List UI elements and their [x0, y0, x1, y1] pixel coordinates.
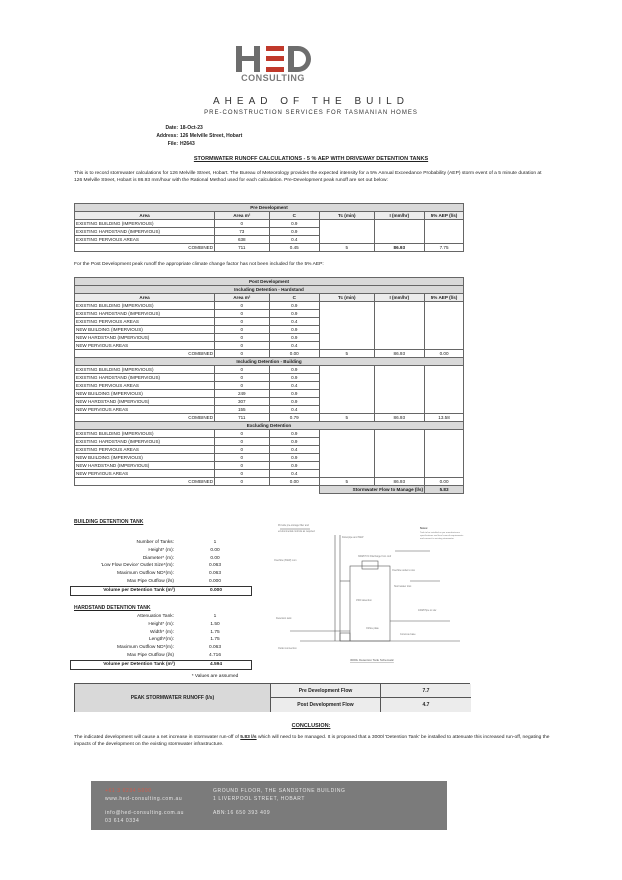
hardstand-tank-values	[70, 613, 252, 670]
column-header: C	[269, 294, 320, 302]
combined-row: COMBINED 0 0.00 5 86.93 0.00	[75, 478, 464, 486]
tank-row: Attenuation Tank: 1	[137, 614, 217, 619]
section-title: Excluding Detention	[75, 422, 464, 430]
meta-date: Date: 18-Oct-23	[165, 125, 203, 131]
column-header: 5% AEP (l/s)	[425, 294, 464, 302]
table-row: EXISTING PERVIOUS AREAS 0 0.4	[75, 318, 464, 326]
conclusion-text: The indicated development will cause a net increase in stormwater run-off of 5.83 l/s which will need to be managed. It is proposed that a 3000l 'Detention Tank' be installed to attenuate this increased run-off, negating the impacts of the development on the existing stormwater infrastructure.	[74, 735, 550, 747]
svg-text:1500 detention: 1500 detention	[356, 599, 372, 602]
tank-row: Maximum Outflow ND*(m): 0.063	[116, 571, 221, 577]
building-tank-title: BUILDING DETENTION TANK	[74, 519, 144, 525]
post-note: For the Post Development peak runoff the appropriate climate change factor has not been included for the 5% AEP:	[74, 262, 324, 267]
conclusion-title: CONCLUSION:	[291, 723, 331, 729]
post-development-table	[74, 277, 464, 494]
tank-row: Length*(m): 1.75	[148, 637, 220, 643]
table-row: NEW HARDSTAND (IMPERVIOUS) 307 0.9	[75, 398, 464, 406]
footer-fax: 03 614 0334	[105, 818, 140, 824]
svg-text:300Ø PVC Discharge from roof: 300Ø PVC Discharge from roof	[358, 555, 392, 558]
hed-logo	[226, 44, 320, 90]
footer-web: www.hed-consulting.com.au	[105, 796, 183, 802]
diagram-notes-title: Notes:	[420, 527, 429, 530]
column-header: Area m²	[215, 212, 269, 220]
table-row: EXISTING BUILDING (IMPERVIOUS) 0 0.9	[75, 302, 464, 310]
svg-text:Overflow outlet to stw: Overflow outlet to stw	[392, 569, 415, 572]
column-header: Area	[75, 212, 215, 220]
column-header: I (mm/hr)	[374, 294, 425, 302]
column-header: Area m²	[215, 294, 269, 302]
detention-tank-schematic	[270, 521, 470, 669]
document-meta	[140, 124, 242, 148]
manage-label: Stormwater Flow to Manage (l/s)	[320, 486, 425, 494]
column-header: I (mm/hr)	[374, 212, 425, 220]
pre-development-table	[74, 203, 464, 252]
column-header: Tc (min)	[320, 212, 374, 220]
tank-row: 'Low Flow Device' Outlet Size*(m): 0.063	[100, 563, 221, 569]
footer-address-line2: 1 LIVERPOOL STREET, HOBART	[213, 796, 306, 802]
tank-volume-row: Volume per Detention Tank (m³) 4.594	[70, 660, 252, 670]
hardstand-tank-title: HARDSTAND DETENTION TANK	[74, 605, 151, 611]
post-title: Post Development	[75, 278, 464, 286]
svg-text:environmental controls as requ: environmental controls as required	[278, 530, 315, 533]
column-header: Area	[75, 294, 215, 302]
manage-value: 5.83	[425, 486, 464, 494]
post-flow-label: Post Development Flow	[271, 698, 381, 712]
table-row: EXISTING PERVIOUS AREAS 0 0.4	[75, 382, 464, 390]
footer-email: info@hed-consulting.com.au	[105, 810, 185, 816]
tank-row: Max Pipe Outflow (l/s) 0.000	[127, 578, 221, 584]
table-row: NEW PERVIOUS AREAS 0 0.4	[75, 470, 464, 478]
building-tank-values	[70, 539, 252, 596]
footer-abn: ABN:16 650 393 409	[213, 810, 271, 816]
table-row: NEW HARDSTAND (IMPERVIOUS) 0 0.9	[75, 334, 464, 342]
column-header: C	[269, 212, 320, 220]
post-flow-value: 4.7	[381, 698, 471, 712]
svg-text:Concrete base: Concrete base	[400, 633, 416, 636]
pre-flow-value: 7.7	[381, 684, 471, 697]
svg-text:Provide pre-storage filter and: Provide pre-storage filter and	[278, 524, 309, 527]
combined-row: COMBINED 0 0.00 5 86.93 0.00	[75, 350, 464, 358]
meta-address: Address: 126 Melville Street, Hobart	[156, 133, 243, 139]
table-row: NEW PERVIOUS AREAS 0 0.4	[75, 342, 464, 350]
footer-address-line1: GROUND FLOOR, THE SANDSTONE BUILDING	[213, 788, 346, 794]
pre-flow-label: Pre Development Flow	[271, 684, 381, 697]
section-title: Including Detention - Building	[75, 358, 464, 366]
table-row: NEW PERVIOUS AREAS 155 0.4	[75, 406, 464, 414]
tank-row: Maximum Outflow ND*(m): 0.063	[116, 645, 221, 651]
meta-file: File: H2643	[167, 141, 195, 147]
footer-phone: +61 3 6234 5000	[105, 788, 152, 794]
table-row: EXISTING PERVIOUS AREAS 638 0.4	[75, 236, 464, 244]
peak-runoff-label: PEAK STORMWATER RUNOFF (l/s)	[75, 684, 271, 712]
conclusion-value: 5.83 l/s	[240, 735, 257, 740]
table-row: EXISTING HARDSTAND (IMPERVIOUS) 0 0.9	[75, 374, 464, 382]
column-header: 5% AEP (l/s)	[425, 212, 464, 220]
tank-row: Number of Tanks: 1	[136, 540, 217, 545]
tank-volume-row: Volume per Detention Tank (m³) 0.000	[70, 586, 252, 596]
column-header: Tc (min)	[320, 294, 374, 302]
tank-row: Max Pipe Outflow (l/s) 4.716	[127, 652, 221, 658]
svg-text:Tank to be installed as per ma: Tank to be installed as per manufacturers	[420, 532, 461, 534]
assumed-note: * Values are assumed	[191, 674, 239, 679]
slogan: AHEAD OF THE BUILD	[213, 96, 409, 107]
subslogan: PRE-CONSTRUCTION SERVICES FOR TASMANIAN HOMES	[204, 110, 418, 116]
table-row: EXISTING BUILDING (IMPERVIOUS) 0 0.9	[75, 366, 464, 374]
svg-text:Overflow (SSW) nom: Overflow (SSW) nom	[274, 559, 297, 562]
combined-row: COMBINED 711 0.79 5 86.93 13.58	[75, 414, 464, 422]
table-row: EXISTING HARDSTAND (IMPERVIOUS) 0 0.9	[75, 438, 464, 446]
pre-title: Pre Development	[75, 204, 464, 212]
combined-row: COMBINED 711 0.45 5 86.93 7.75	[75, 244, 464, 252]
tank-row: Width* (m): 1.75	[150, 629, 220, 635]
tank-row: Diameter* (m): 0.00	[142, 555, 220, 561]
svg-text:Stormwater inlet: Stormwater inlet	[394, 585, 412, 588]
table-row: NEW HARDSTAND (IMPERVIOUS) 0 0.9	[75, 462, 464, 470]
table-row: NEW BUILDING (IMPERVIOUS) 0 0.9	[75, 454, 464, 462]
table-row: EXISTING HARDSTAND (IMPERVIOUS) 73 0.9	[75, 228, 464, 236]
table-row: NEW BUILDING (IMPERVIOUS) 0 0.9	[75, 326, 464, 334]
svg-text:Downpipe and SSW: Downpipe and SSW	[342, 536, 364, 539]
svg-text:Detention tank: Detention tank	[276, 617, 292, 620]
table-row: EXISTING BUILDING (IMPERVIOUS) 0 0.9	[75, 430, 464, 438]
peak-runoff-summary	[74, 683, 470, 712]
section-title: Including Detention - Hardstand	[75, 286, 464, 294]
table-row: EXISTING PERVIOUS AREAS 0 0.4	[75, 446, 464, 454]
svg-text:specifications and local counc: specifications and local council requirements	[420, 535, 464, 537]
table-row: EXISTING BUILDING (IMPERVIOUS) 0 0.9	[75, 220, 464, 228]
tank-row: Height* (m): 0.00	[148, 547, 220, 553]
table-row: NEW BUILDING (IMPERVIOUS) 249 0.9	[75, 390, 464, 398]
svg-text:Orifice plate: Orifice plate	[366, 627, 379, 630]
page-heading: STORMWATER RUNOFF CALCULATIONS - 5 % AEP WITH DRIVEWAY DETENTION TANKS	[193, 156, 429, 162]
intro-paragraph: This is to record stormwater calculations for 126 Melville Street, Hobart. The Bureau of Meteorology provides the expected intensity for a 5% Annual Exceedance Probability (AEP) storm event of a 5 minute duration at 126 Melville Street, Hobart is 86.93 mm/hour with the Rational Method used for each calculation. Pre-Development peak runoff are set out below:	[74, 171, 542, 183]
manage-row	[75, 486, 464, 494]
footer	[91, 781, 447, 830]
svg-text:and connect to existing stormw: and connect to existing stormwater	[420, 538, 454, 540]
tank-row: Height* (m): 1.50	[148, 621, 220, 627]
logo-text: CONSULTING	[241, 73, 305, 83]
table-row: EXISTING HARDSTAND (IMPERVIOUS) 0 0.9	[75, 310, 464, 318]
svg-text:100Ø Pipe to stw: 100Ø Pipe to stw	[418, 609, 437, 612]
svg-text:Outlet connection: Outlet connection	[278, 647, 297, 650]
diagram-caption: 3000L Detention Tank Schematic	[350, 658, 394, 662]
